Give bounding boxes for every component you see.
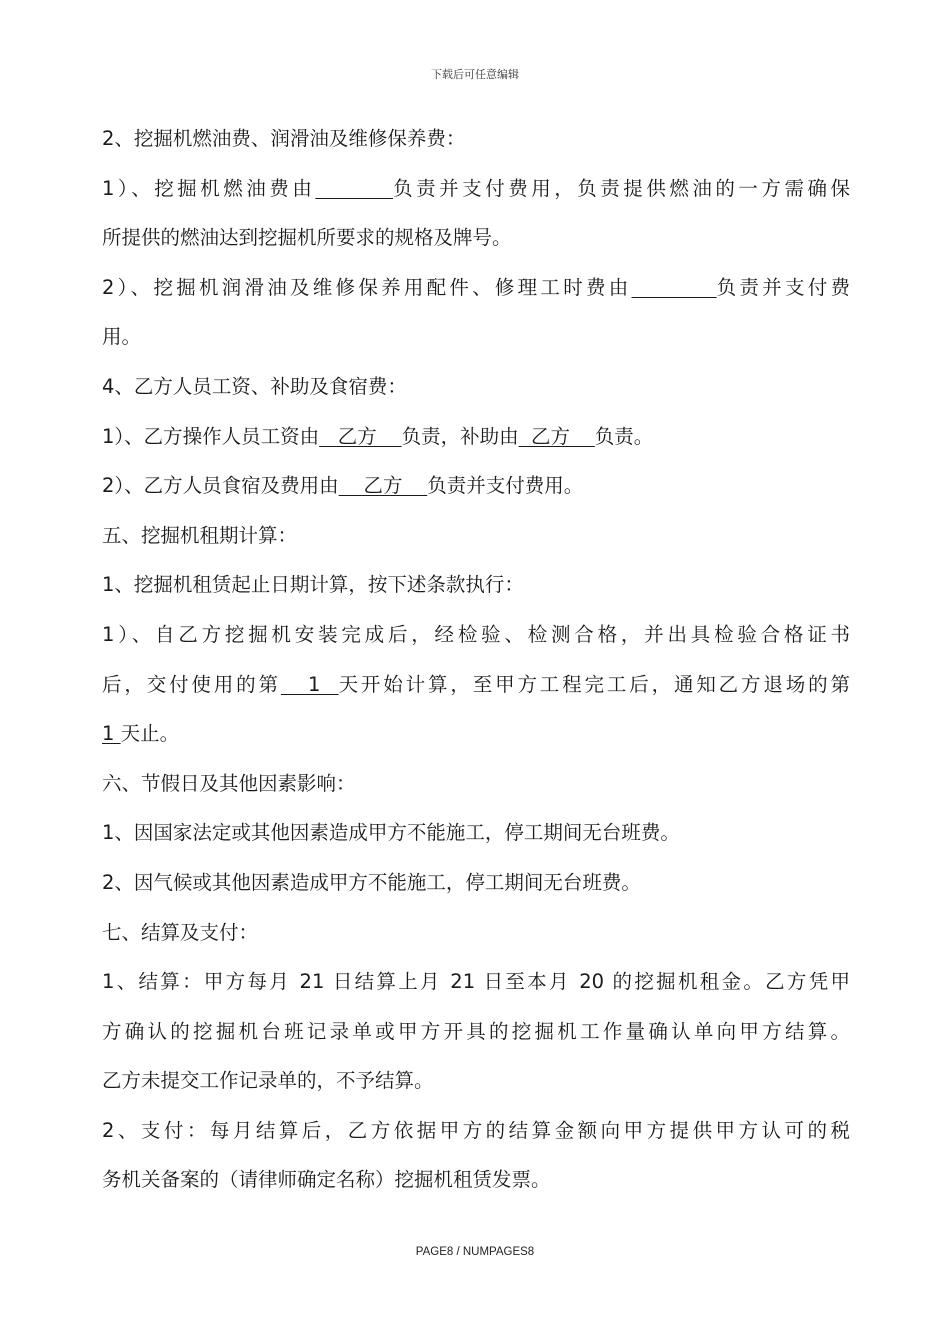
text-segment: 负责并支付费用，负责提供燃油的一方需确保 xyxy=(393,176,850,200)
filled-field: 1 xyxy=(280,672,339,696)
clause-fuel-line-1 xyxy=(102,164,850,214)
text-segment: 负责，补助由 xyxy=(401,424,519,448)
text-segment: 天止。 xyxy=(120,722,180,746)
clause-holiday-2: 2、因气候或其他因素造成甲方不能施工，停工期间无台班费。 xyxy=(102,870,641,894)
clause-lubricant-line-1 xyxy=(102,263,850,313)
clause-holiday-1: 1、因国家法定或其他因素造成甲方不能施工，停工期间无台班费。 xyxy=(102,821,680,845)
text-segment: 负责并支付费 xyxy=(716,275,850,299)
clause-settlement-line-2: 方确认的挖掘机台班记录单或甲方开具的挖掘机工作量确认单向甲方结算。 xyxy=(102,1019,850,1043)
clause-lodging-line xyxy=(102,461,850,511)
clause-start-line-2 xyxy=(102,660,850,710)
text-segment: 1）、乙方操作人员工资由 xyxy=(102,424,320,448)
clause-settlement-line-3: 乙方未提交工作记录单的，不予结算。 xyxy=(102,1069,434,1093)
clause-start-line-1: 1）、自乙方挖掘机安装完成后，经检验、检测合格，并出具检验合格证书 xyxy=(102,622,850,646)
section-5-heading: 五、挖掘机租期计算： xyxy=(102,523,298,547)
clause-payment-line-2: 务机关备案的（请律师确定名称）挖掘机租赁发票。 xyxy=(102,1168,551,1192)
clause-lubricant-line-2: 用。 xyxy=(102,325,142,349)
text-segment: 2）、乙方人员食宿及费用由 xyxy=(102,474,339,498)
text-segment: 天开始计算，至甲方工程完工后，通知乙方退场的第 xyxy=(338,672,850,696)
clause-settlement-line-1: 1、结算：甲方每月 21 日结算上月 21 日至本月 20 的挖掘机租金。乙方凭甲 xyxy=(102,970,850,994)
section-7-heading: 七、结算及支付： xyxy=(102,920,259,944)
document-body xyxy=(102,114,850,1205)
filled-field: 乙方 xyxy=(338,474,428,498)
filled-field: 1 xyxy=(102,722,121,746)
clause-wage-line xyxy=(102,412,850,462)
blank-field xyxy=(631,276,716,299)
clause-payment-line-1: 2、支付：每月结算后，乙方依据甲方的结算金额向甲方提供甲方认可的税 xyxy=(102,1118,850,1142)
page-header: 下载后可任意编辑 xyxy=(431,68,519,81)
text-segment: 负责并支付费用。 xyxy=(427,474,584,498)
clause-rental-period: 1、挖掘机租赁起止日期计算，按下述条款执行： xyxy=(102,573,524,597)
blank-field xyxy=(315,177,393,200)
clause-start-line-3 xyxy=(102,709,850,759)
filled-field: 乙方 xyxy=(518,424,595,448)
text-segment: 2）、挖掘机润滑油及维修保养用配件、修理工时费由 xyxy=(102,275,632,299)
clause-2-heading: 2、挖掘机燃油费、润滑油及维修保养费： xyxy=(102,127,466,150)
page-footer: PAGE8 / NUMPAGES8 xyxy=(415,1246,535,1258)
text-segment: 1）、挖掘机燃油费由 xyxy=(102,176,316,200)
text-segment: 负责。 xyxy=(594,424,654,448)
clause-4-heading: 4、乙方人员工资、补助及食宿费： xyxy=(102,374,407,398)
clause-fuel-line-2: 所提供的燃油达到挖掘机所要求的规格及牌号。 xyxy=(102,226,512,250)
section-6-heading: 六、节假日及其他因素影响： xyxy=(102,771,356,795)
text-segment: 后，交付使用的第 xyxy=(102,672,281,696)
filled-field: 乙方 xyxy=(319,424,402,448)
